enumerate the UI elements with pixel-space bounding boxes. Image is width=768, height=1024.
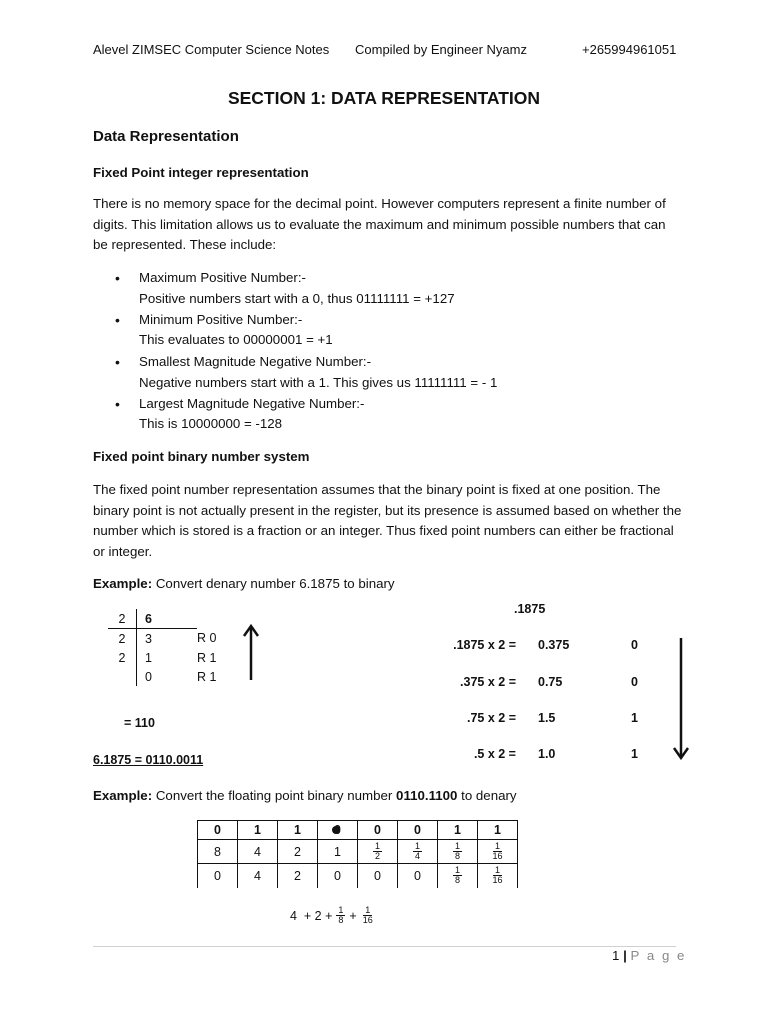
mult-result: 0.75 <box>538 675 563 689</box>
bit-cell: 0 <box>198 821 238 840</box>
division-rem: R 1 <box>197 669 217 684</box>
page-separator: | <box>623 948 627 963</box>
bit-cell: 1 <box>238 821 278 840</box>
product-cell: 0 <box>398 864 438 888</box>
section2-paragraph <box>93 480 683 563</box>
mult-result: 1.0 <box>538 747 556 761</box>
weight-cell <box>398 840 438 864</box>
bullet-dot-icon: • <box>115 312 120 328</box>
table-row <box>108 629 237 649</box>
section-subtitle: Data Representation <box>93 128 239 145</box>
frac-num: 1 <box>338 905 344 915</box>
table-row <box>198 821 518 840</box>
weight-cell <box>478 840 518 864</box>
sum-expression <box>290 906 375 925</box>
frac-num: 1 <box>374 841 380 851</box>
weight-cell <box>358 840 398 864</box>
product-cell: 4 <box>238 864 278 888</box>
table-row <box>198 864 518 888</box>
frac-den: 8 <box>454 875 460 886</box>
division-table <box>108 609 237 686</box>
frac-den: 8 <box>338 915 344 925</box>
header-right: +265994961051 <box>582 42 677 57</box>
table-row <box>108 667 237 686</box>
product-cell: 2 <box>278 864 318 888</box>
product-cell <box>478 864 518 888</box>
weight-cell: 1 <box>318 840 358 864</box>
division-divisor: 2 <box>118 631 126 646</box>
product-cell <box>438 864 478 888</box>
arrow-down-icon <box>672 636 690 762</box>
sum-plus: + <box>349 908 357 923</box>
product-cell: 0 <box>358 864 398 888</box>
division-value: 0 <box>137 667 198 686</box>
page-footer <box>612 948 686 963</box>
bullet-detail: Positive numbers start with a 0, thus 01111111 = +127 <box>139 291 455 306</box>
table-row <box>108 648 237 667</box>
division-rem: R 0 <box>197 631 217 646</box>
division-rem: R 1 <box>197 650 217 665</box>
frac-num: 1 <box>454 841 460 851</box>
multiplication-table <box>438 638 648 768</box>
bullet-title: Maximum Positive Number:- <box>139 270 306 285</box>
mult-bit: 1 <box>631 711 638 725</box>
section1-paragraph <box>93 194 683 256</box>
int-result: = 110 <box>124 716 155 730</box>
footer-divider <box>93 946 676 947</box>
frac-den: 4 <box>414 851 420 861</box>
division-divisor <box>108 667 137 686</box>
division-rem <box>197 609 237 629</box>
division-divisor: 2 <box>108 609 137 629</box>
bit-cell: 0 <box>358 821 398 840</box>
example2-label: Example: <box>93 788 153 803</box>
mult-result: 1.5 <box>538 711 556 725</box>
example1-label: Example: <box>93 576 153 591</box>
arrow-up-icon <box>242 622 260 682</box>
weight-cell: 2 <box>278 840 318 864</box>
mult-bit: 0 <box>631 675 638 689</box>
section2-paragraph-text: The fixed point number representation assumes that the binary point is fixed at one position. The binary point is not actually present in the register, but its presence is assumed based on whether the number which is stored is a fraction or an integer. Thus fixed point numbers can either be fractional or integer. <box>93 482 682 560</box>
bit-cell: 1 <box>478 821 518 840</box>
example2-number: 0110.1100 <box>396 788 458 803</box>
division-value: 3 <box>137 629 198 649</box>
weight-cell <box>438 840 478 864</box>
table-row <box>108 609 237 629</box>
example2-text-after: to denary <box>457 788 517 803</box>
section1-heading: Fixed Point integer representation <box>93 165 309 180</box>
binary-point-dot <box>332 826 340 834</box>
division-value: 1 <box>137 648 198 667</box>
frac-num: 1 <box>494 865 500 876</box>
bullet-title: Largest Magnitude Negative Number:- <box>139 396 365 411</box>
mult-bit: 1 <box>631 747 638 761</box>
frac-num: 1 <box>414 841 420 851</box>
page-number: 1 <box>612 948 620 963</box>
bullet-dot-icon: • <box>115 354 120 370</box>
mult-result: 0.375 <box>538 638 570 652</box>
bullet-dot-icon: • <box>115 396 120 412</box>
frac-den: 16 <box>492 875 503 886</box>
bullet-list <box>93 270 693 440</box>
mult-expr: .75 x 2 = <box>467 711 516 725</box>
final-result: 6.1875 = 0110.0011 <box>93 753 204 767</box>
header-left: Alevel ZIMSEC Computer Science Notes <box>93 42 330 57</box>
bit-cell: 1 <box>278 821 318 840</box>
sum-prefix: 4 + 2 + <box>290 908 333 923</box>
fixed-point-table <box>197 820 518 888</box>
bullet-detail: Negative numbers start with a 1. This gives us 11111111 = - 1 <box>139 375 498 390</box>
weight-cell: 4 <box>238 840 278 864</box>
mult-expr: .5 x 2 = <box>473 747 516 761</box>
product-cell: 0 <box>318 864 358 888</box>
mult-expr: .375 x 2 = <box>460 675 516 689</box>
section2-heading: Fixed point binary number system <box>93 449 310 464</box>
bullet-detail: This evaluates to 00000001 = +1 <box>139 332 333 347</box>
example1-line <box>93 576 395 591</box>
bullet-title: Minimum Positive Number:- <box>139 312 303 327</box>
bit-cell: 0 <box>398 821 438 840</box>
bullet-dot-icon: • <box>115 270 120 286</box>
bit-cell: 1 <box>438 821 478 840</box>
table-row <box>198 840 518 864</box>
mult-bit: 0 <box>631 638 638 652</box>
example1-text: Convert denary number 6.1875 to binary <box>152 576 395 591</box>
product-cell: 0 <box>198 864 238 888</box>
bullet-detail: This is 10000000 = -128 <box>139 416 283 431</box>
frac-den: 16 <box>362 915 373 925</box>
frac-start: .1875 <box>514 602 546 616</box>
division-divisor: 2 <box>118 650 126 665</box>
bullet-title: Smallest Magnitude Negative Number:- <box>139 354 372 369</box>
frac-num: 1 <box>365 905 371 915</box>
division-value: 6 <box>137 609 198 629</box>
weight-cell: 8 <box>198 840 238 864</box>
frac-den: 16 <box>492 851 503 861</box>
example2-text: Convert the floating point binary number <box>152 788 397 803</box>
example2-line <box>93 788 517 803</box>
frac-num: 1 <box>494 841 500 851</box>
section1-paragraph-text: There is no memory space for the decimal point. However computers represent a finite number of digits. This limitation allows us to evaluate the maximum and minimum possible numbers that can be represented. These include: <box>93 196 666 253</box>
frac-den: 2 <box>374 851 380 861</box>
page-word: P a g e <box>630 948 687 963</box>
page-title: SECTION 1: DATA REPRESENTATION <box>227 88 541 108</box>
frac-den: 8 <box>454 851 460 861</box>
header-center: Compiled by Engineer Nyamz <box>355 42 527 57</box>
mult-expr: .1875 x 2 = <box>453 638 516 652</box>
frac-num: 1 <box>454 865 460 876</box>
